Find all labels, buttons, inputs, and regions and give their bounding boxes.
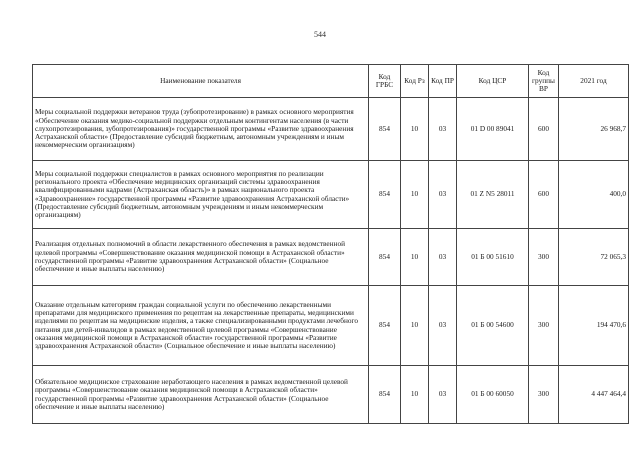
header-name: Наименование показателя: [33, 65, 369, 98]
row-rz: 10: [401, 161, 429, 229]
row-csr: 01 D 00 89041: [457, 98, 529, 161]
row-grbs: 854: [369, 286, 401, 366]
row-grbs: 854: [369, 229, 401, 286]
row-vr: 300: [529, 366, 559, 424]
row-amount: 26 968,7: [559, 98, 629, 161]
header-vr: Код группы ВР: [529, 65, 559, 98]
row-name: Меры социальной поддержки специалистов в рамках основного мероприятия по реализации регионального проекта «Обеспечение медицинских организаций системы здравоохранения квалифицированными кадрами (Астраханская область)» в рамках национального проекта «Здравоохранение» государственной программы «Развитие здравоохранения Астраханской области» (Предоставление субсидий бюджетным, автономным учреждениям и иным некоммерческим организациям): [33, 161, 369, 229]
row-pr: 03: [429, 286, 457, 366]
row-rz: 10: [401, 98, 429, 161]
header-grbs: Код ГРБС: [369, 65, 401, 98]
header-pr: Код ПР: [429, 65, 457, 98]
row-name: Оказание отдельным категориям граждан социальной услуги по обеспечению лекарственными препаратами для медицинского применения по рецептам на лекарственные препараты, медицинскими изделиями по рецептам на медицинские изделия, а также специализированными продуктами лечебного питания для детей-инвалидов в рамках ведомственной целевой программы «Совершенствование оказания медицинской помощи в Астраханской области» государственной программы «Развитие здравоохранения Астраханской области» (Социальное обеспечение и иные выплаты населению): [33, 286, 369, 366]
header-year: 2021 год: [559, 65, 629, 98]
row-rz: 10: [401, 229, 429, 286]
row-csr: 01 Б 00 60050: [457, 366, 529, 424]
row-vr: 600: [529, 98, 559, 161]
table-row: [33, 366, 629, 424]
row-amount: 194 470,6: [559, 286, 629, 366]
table-row: [33, 229, 629, 286]
row-pr: 03: [429, 366, 457, 424]
row-grbs: 854: [369, 98, 401, 161]
row-pr: 03: [429, 161, 457, 229]
row-amount: 4 447 464,4: [559, 366, 629, 424]
row-name: Меры социальной поддержки ветеранов труда (зубопротезирование) в рамках основного мероприятия «Обеспечение оказания медико-социальной поддержки отдельным контингентам населения (в части слухопротезирования, зубопротезирования)» государственной программы «Развитие здравоохранения Астраханской области» (Предоставление субсидий бюджетным, автономным учреждениям и иным некоммерческим организациям): [33, 98, 369, 161]
header-csr: Код ЦСР: [457, 65, 529, 98]
row-csr: 01 Z N5 28011: [457, 161, 529, 229]
row-pr: 03: [429, 229, 457, 286]
row-name: Реализация отдельных полномочий в области лекарственного обеспечения в рамках ведомственной целевой программы «Совершенствование оказания медицинской помощи в Астраханской области» государственной программы «Развитие здравоохранения Астраханской области» (Социальное обеспечение и иные выплаты населению): [33, 229, 369, 286]
page-number: 544: [314, 30, 326, 39]
row-name: Обязательное медицинское страхование неработающего населения в рамках ведомственной целевой программы «Совершенствование оказания медицинской помощи в Астраханской области» государственной программы «Развитие здравоохранения Астраханской области» (Социальное обеспечение и иные выплаты населению): [33, 366, 369, 424]
row-amount: 72 065,3: [559, 229, 629, 286]
row-amount: 400,0: [559, 161, 629, 229]
row-vr: 300: [529, 229, 559, 286]
header-rz: Код Рз: [401, 65, 429, 98]
row-csr: 01 Б 00 51610: [457, 229, 529, 286]
row-rz: 10: [401, 286, 429, 366]
row-grbs: 854: [369, 366, 401, 424]
row-vr: 300: [529, 286, 559, 366]
row-grbs: 854: [369, 161, 401, 229]
budget-table: [32, 64, 629, 424]
table-row: [33, 286, 629, 366]
row-rz: 10: [401, 366, 429, 424]
table-row: [33, 161, 629, 229]
row-csr: 01 Б 00 54600: [457, 286, 529, 366]
table-header-row: [33, 65, 629, 98]
row-vr: 600: [529, 161, 559, 229]
row-pr: 03: [429, 98, 457, 161]
table-row: [33, 98, 629, 161]
